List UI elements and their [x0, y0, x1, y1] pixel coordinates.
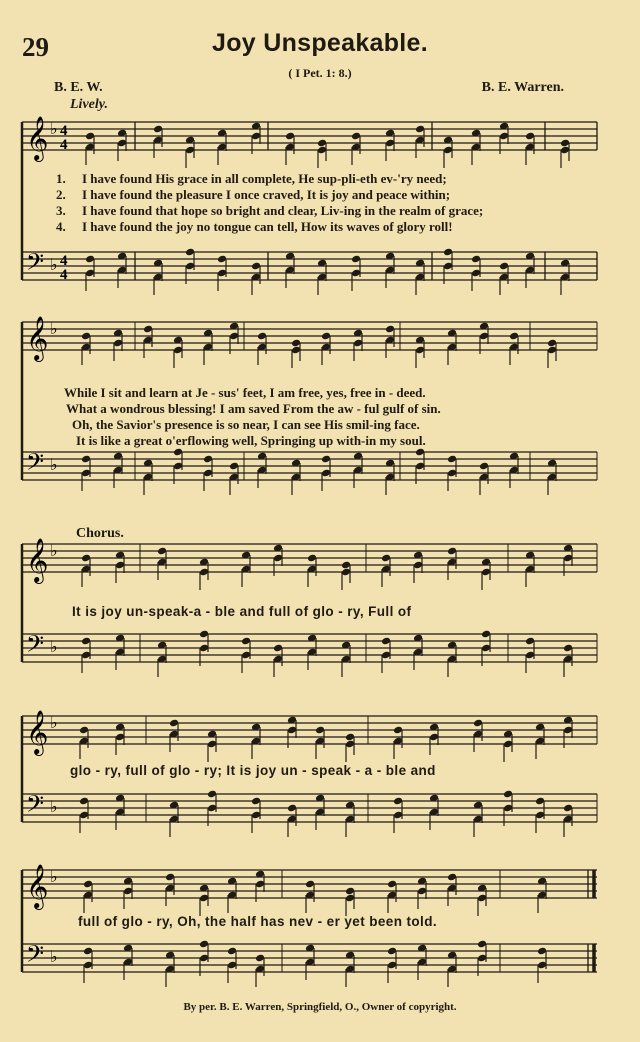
treble-staff: [22, 122, 597, 150]
flat-sign-icon: ♭: [50, 119, 58, 138]
treble-clef-icon: 𝄞: [26, 316, 49, 360]
lyricist-credit: B. E. W.: [54, 80, 103, 95]
flat-sign-icon: ♭: [50, 455, 58, 474]
flat-sign-icon: ♭: [50, 319, 58, 338]
composer-credit: B. E. Warren.: [481, 80, 564, 95]
flat-sign-icon: ♭: [50, 867, 58, 886]
time-signature: 4: [60, 137, 68, 153]
time-signature: 4: [60, 267, 68, 283]
verse-1-line-1: 1. I have found His grace in all complete, He sup-pli-eth ev-'ry need;: [56, 171, 447, 186]
verse-4-line-2: It is like a great o'erflowing well, Springing up with-in my soul.: [76, 433, 426, 448]
bass-staff: [22, 252, 597, 280]
copyright-footer: By per. B. E. Warren, Springfield, O., Owner of copyright.: [183, 1001, 457, 1013]
bass-clef-icon: 𝄢: [26, 940, 45, 973]
chorus-label: Chorus.: [76, 526, 124, 541]
verse-2-line-2: What a wondrous blessing! I am saved From the aw - ful gulf of sin.: [66, 401, 441, 416]
chorus-lyric-line-2: glo - ry, full of glo - ry; It is joy un - speak - a - ble and: [70, 763, 436, 778]
verse-3-line-2: Oh, the Savior's presence is so near, I can see His smil-ing face.: [72, 417, 420, 432]
treble-clef-icon: 𝄞: [26, 116, 49, 160]
verse-1-line-2: While I sit and learn at Je - sus' feet, I am free, yes, free in - deed.: [64, 385, 426, 400]
treble-clef-icon: 𝄞: [26, 710, 49, 754]
hymn-title: Joy Unspeakable.: [211, 29, 428, 57]
flat-sign-icon: ♭: [50, 255, 58, 274]
bass-clef-icon: 𝄢: [26, 630, 45, 663]
flat-sign-icon: ♭: [50, 947, 58, 966]
page-number: 29: [22, 32, 49, 62]
bass-clef-icon: 𝄢: [26, 448, 45, 481]
bass-clef-icon: 𝄢: [26, 248, 45, 281]
chorus-lyric-line-3: full of glo - ry, Oh, the half has nev - er yet been told.: [78, 914, 437, 929]
music-system-5: [0, 866, 640, 996]
time-signature: 4: [60, 123, 68, 139]
bass-clef-icon: 𝄢: [26, 790, 45, 823]
flat-sign-icon: ♭: [50, 637, 58, 656]
chorus-lyric-line-1: It is joy un-speak-a - ble and full of glo - ry, Full of: [72, 604, 412, 619]
time-signature: 4: [60, 253, 68, 269]
verse-3-line-1: 3. I have found that hope so bright and clear, Liv-ing in the realm of grace;: [56, 203, 484, 218]
verse-2-line-1: 2. I have found the pleasure I once craved, It is joy and peace within;: [56, 187, 451, 202]
tempo-marking: Lively.: [70, 97, 108, 112]
scripture-reference: ( I Pet. 1: 8.): [288, 66, 352, 80]
flat-sign-icon: ♭: [50, 713, 58, 732]
flat-sign-icon: ♭: [50, 541, 58, 560]
treble-clef-icon: 𝄞: [26, 864, 49, 908]
treble-clef-icon: 𝄞: [26, 538, 49, 582]
verse-4-line-1: 4. I have found the joy no tongue can tell, How its waves of glory roll!: [56, 219, 453, 234]
flat-sign-icon: ♭: [50, 797, 58, 816]
